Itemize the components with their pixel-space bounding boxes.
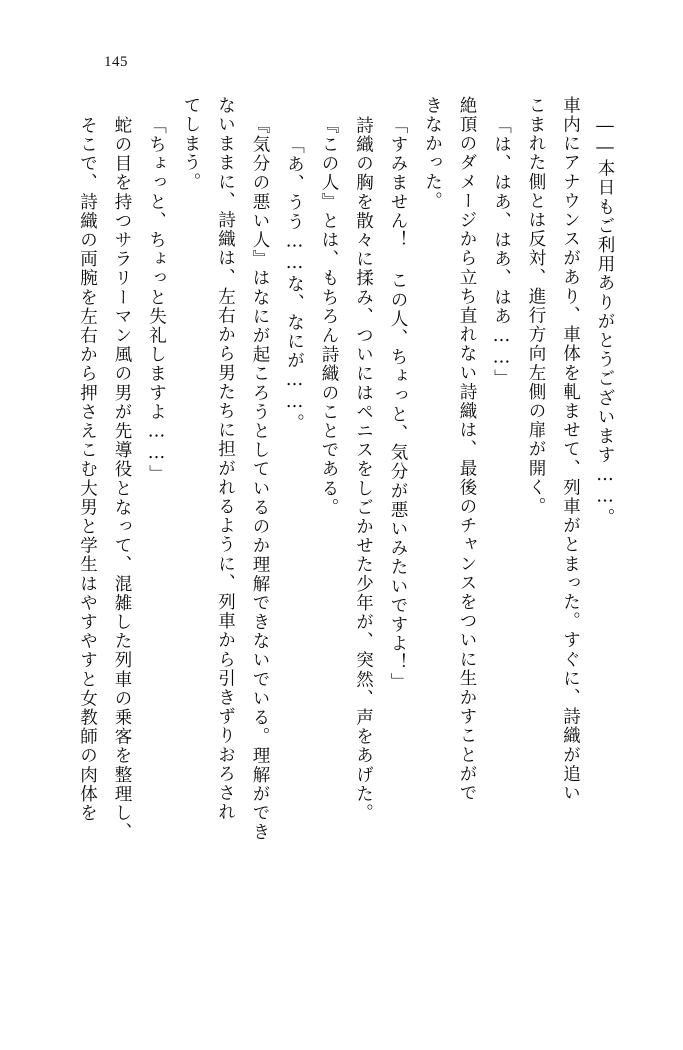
text-column: 『気分の悪い人』はなにが起ころうとしているのか理解できないでいる。理解ができ: [250, 116, 270, 842]
text-column: 「すみません！ この人、ちょっと、気分が悪いみたいですよ！」: [388, 116, 408, 692]
text-column: 蛇の目を持つサラリーマン風の男が先導役となって、混雑した列車の乗客を整理し、: [112, 116, 132, 842]
text-column: 「は、はあ、はあ、はあ……」: [491, 116, 512, 389]
text-column: ――本日もご利用ありがとうございます……。: [595, 116, 615, 528]
text-column: 絶頂のダメージから立ち直れない詩織は、最後のチャンスをついに生かすことがで: [457, 96, 477, 803]
text-column: そこで、詩織の両腕を左右から押さえこむ大男と学生はやすやすと女教師の肉体を: [77, 116, 98, 823]
text-column: ないままに、詩織は、左右から男たちに担がれるように、列車から引きずりおろされ: [215, 96, 236, 822]
text-column: 「あ、うう……な、なにが……。: [284, 136, 305, 433]
text-column: てしまう。: [181, 96, 201, 192]
text-column: こまれた側とは反対、進行方向左側の扉が開く。: [526, 96, 546, 517]
text-column: 車内にアナウンスがあり、車体を軋ませて、列車がとまった。すぐに、詩織が追い: [560, 96, 581, 803]
text-column: 詩織の胸を散々に揉み、ついにはペニスをしごかせた少年が、突然、声をあげた。: [353, 116, 374, 823]
text-column: 「ちょっと、ちょっと失礼しますよ……」: [146, 116, 167, 484]
text-column: きなかった。: [422, 96, 443, 211]
text-column: 『この人』とは、もちろん詩織のことである。: [319, 116, 339, 518]
vertical-text-body: [61, 96, 613, 951]
page-number: 145: [104, 54, 128, 70]
